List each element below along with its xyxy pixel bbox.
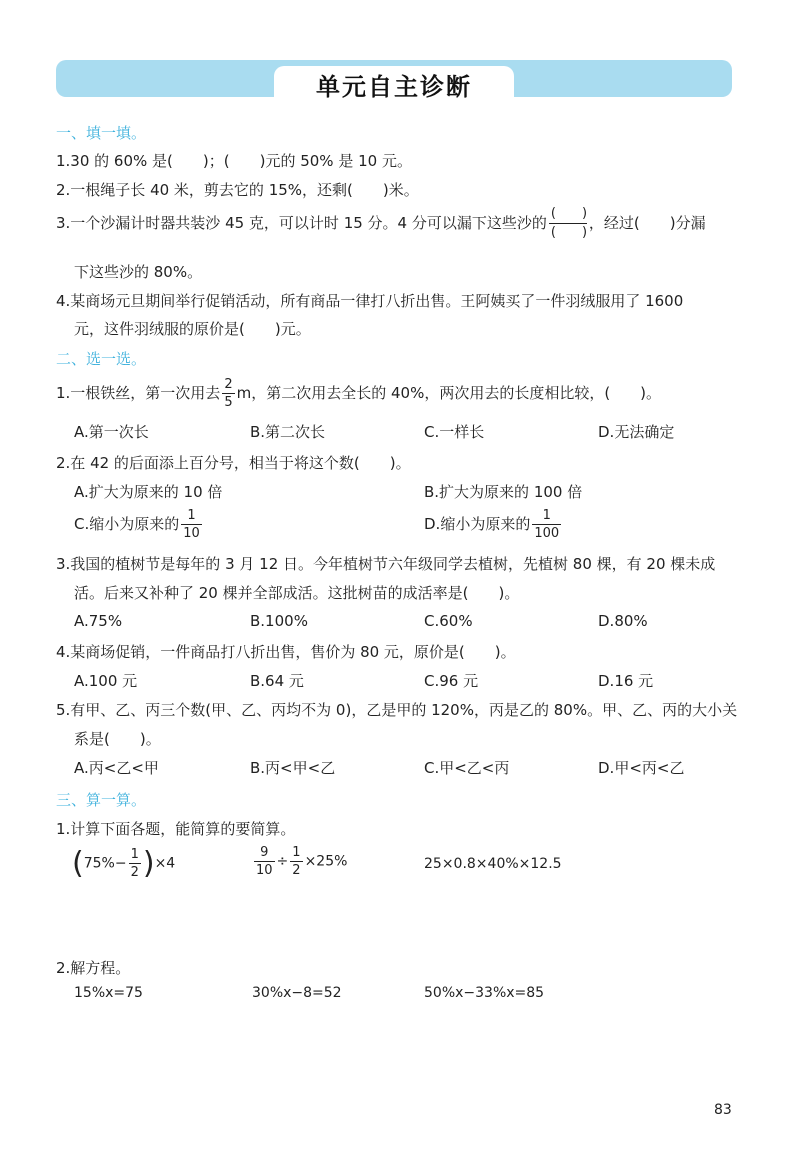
calc1-fraction: $\frac{1}{2}$	[130, 847, 139, 880]
calc-expression-1: (75%− $\frac{1}{2}$ )×4	[72, 846, 176, 881]
equation-3: 50%x−33%x=85	[424, 985, 545, 1001]
section-heading-calc: 三、算一算。	[56, 791, 147, 809]
s1-q3-text-after: ，经过( )分漏	[588, 214, 706, 232]
section-heading-choose: 二、选一选。	[56, 350, 147, 368]
option-b: B.扩大为原来的 100 倍	[424, 483, 583, 501]
equation-2: 30%x−8=52	[252, 985, 342, 1001]
section-heading-fill: 一、填一填。	[56, 124, 147, 142]
option-d: D.缩小为原来的 $\frac{1}{100}$	[424, 508, 560, 541]
right-paren: )	[142, 846, 155, 881]
calc-expression-3: 25×0.8×40%×12.5	[424, 856, 562, 872]
option-c: C.96 元	[424, 672, 479, 690]
s2-question-3: 3.我国的植树节是每年的 3 月 12 日。今年植树节六年级同学去植树，先植树 80 棵，有 20 棵未成	[56, 555, 716, 573]
calc2-fraction-1: $\frac{9}{10}$	[256, 845, 273, 878]
s2-question-4: 4.某商场促销，一件商品打八折出售，售价为 80 元，原价是( )。	[56, 643, 516, 661]
s2-question-1: 1.一根铁丝，第一次用去 $\frac{2}{5}$ m，第二次用去全长的 40%，两次用去的长度相比较，( )。	[56, 377, 662, 410]
s1-question-4: 4.某商场元旦期间举行促销活动，所有商品一律打八折出售。王阿姨买了一件羽绒服用了 1600	[56, 292, 684, 310]
option-a: A.扩大为原来的 10 倍	[74, 483, 223, 501]
s1-question-4-cont: 元，这件羽绒服的原价是( )元。	[74, 320, 311, 338]
page-title: 单元自主诊断	[274, 66, 514, 106]
s1-q3-fraction: $\frac{( )}{( )}$	[550, 206, 588, 240]
s3-question-1: 1.计算下面各题，能简算的要简算。	[56, 820, 296, 838]
page-number: 83	[714, 1102, 732, 1118]
option-a: A.第一次长	[74, 423, 149, 441]
option-c: C.一样长	[424, 423, 485, 441]
s1-question-3-cont: 下这些沙的 80%。	[74, 263, 203, 281]
s2-question-5-cont: 系是( )。	[74, 730, 161, 748]
option-a: A.75%	[74, 612, 123, 630]
option-c: C.60%	[424, 612, 473, 630]
s2-question-2: 2.在 42 的后面添上百分号，相当于将这个数( )。	[56, 454, 411, 472]
equation-1: 15%x=75	[74, 985, 143, 1001]
option-c: C.缩小为原来的 $\frac{1}{10}$	[74, 508, 200, 541]
s2-question-5: 5.有甲、乙、丙三个数(甲、乙、丙均不为 0)，乙是甲的 120%，丙是乙的 80%。甲、乙、丙的大小关	[56, 701, 738, 719]
option-b: B.丙<甲<乙	[250, 759, 336, 777]
option-a: A.丙<乙<甲	[74, 759, 159, 777]
option-d: D.甲<丙<乙	[598, 759, 685, 777]
option-b: B.64 元	[250, 672, 304, 690]
calc-expression-2: $\frac{9}{10}$ ÷ $\frac{1}{2}$ ×25%	[256, 845, 348, 878]
s1-question-3	[56, 207, 706, 240]
s2-question-3-cont: 活。后来又补种了 20 棵并全部成活。这批树苗的成活率是( )。	[74, 584, 520, 602]
option-d: D.16 元	[598, 672, 654, 690]
s1-question-2: 2.一根绳子长 40 米，剪去它的 15%，还剩( )米。	[56, 181, 419, 199]
s2-q1-fraction: $\frac{2}{5}$	[224, 377, 233, 410]
option-d: D.无法确定	[598, 423, 675, 441]
left-paren: (	[72, 846, 84, 881]
option-c: C.甲<乙<丙	[424, 759, 510, 777]
s3-question-2: 2.解方程。	[56, 959, 131, 977]
option-a: A.100 元	[74, 672, 138, 690]
option-d-fraction: $\frac{1}{100}$	[534, 508, 560, 541]
option-d: D.80%	[598, 612, 648, 630]
option-b: B.100%	[250, 612, 308, 630]
calc2-fraction-2: $\frac{1}{2}$	[292, 845, 301, 878]
s1-q3-text: 3.一个沙漏计时器共装沙 45 克，可以计时 15 分。4 分可以漏下这些沙的	[56, 214, 547, 232]
option-c-fraction: $\frac{1}{10}$	[183, 508, 200, 541]
option-b: B.第二次长	[250, 423, 326, 441]
s1-question-1: 1.30 的 60% 是( )；( )元的 50% 是 10 元。	[56, 152, 412, 170]
